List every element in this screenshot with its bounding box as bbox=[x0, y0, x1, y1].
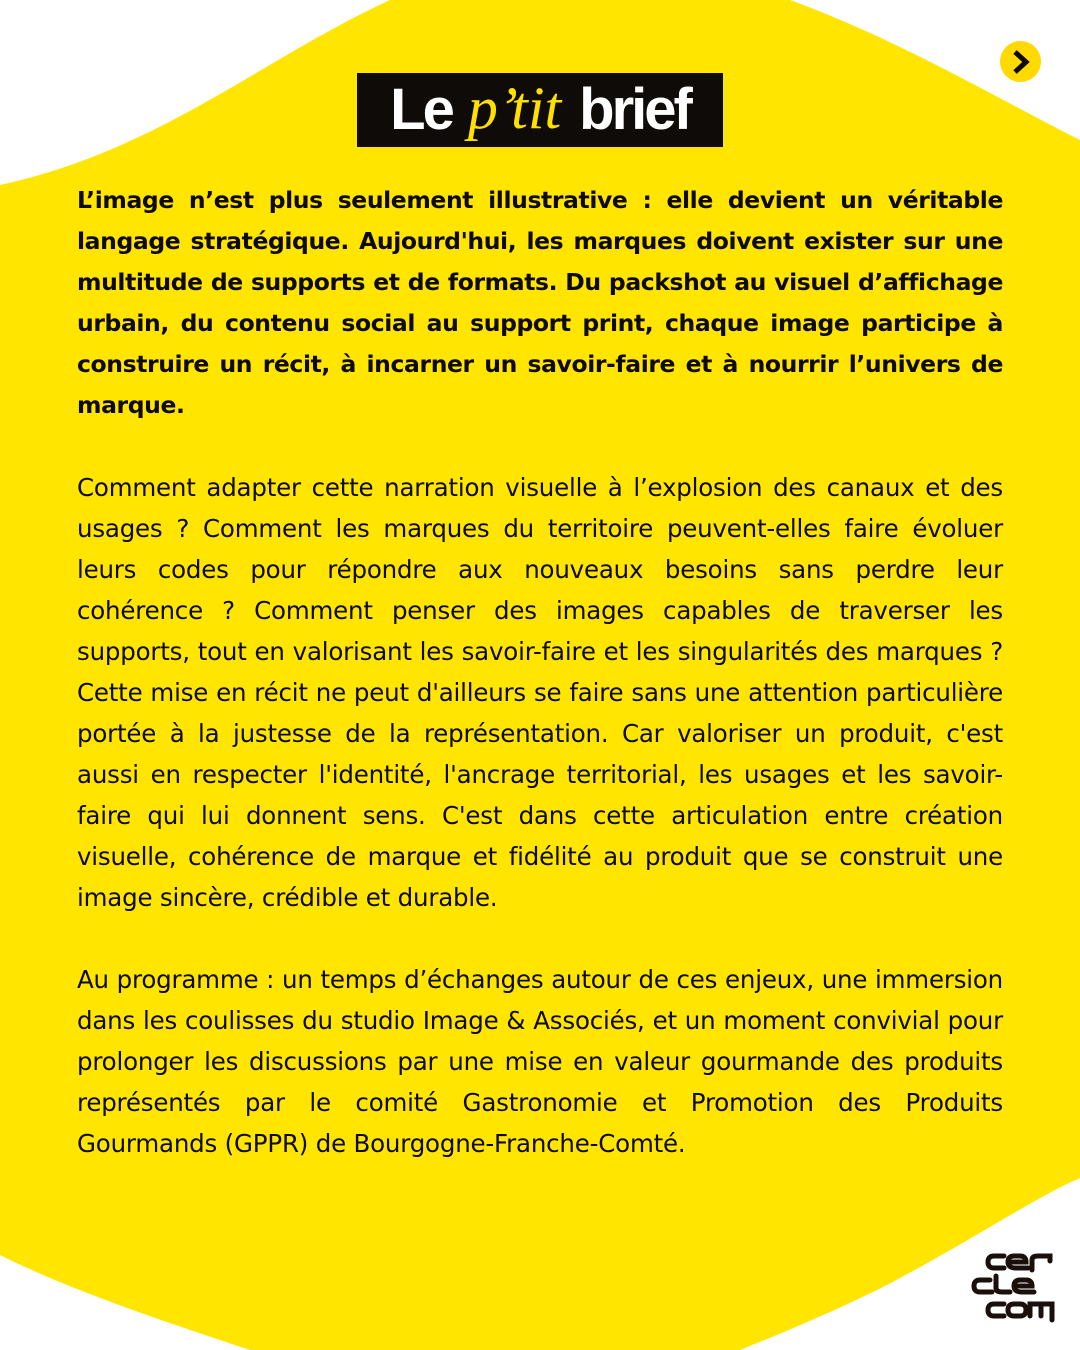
questions-paragraph: Comment adapter cette narration visuelle à l’explosion des canaux et des usages ? Comment les marques du territoire peuvent-elles faire évoluer leurs codes pour répondre aux nouveaux besoins sans perdre leur cohérence ? Comment penser des images capables de traverser les supports, tout en valorisant les savoir-faire et les singularités des marques ? Cette mise en récit ne peut d'ailleurs se faire sans une attention particulière portée à la justesse de la représentation. Car valoriser un produit, c'est aussi en respecter l'identité, l'ancrage territorial, les usages et les savoir-faire qui lui donnent sens. C'est dans cette articulation entre création visuelle, cohérence de marque et fidélité au produit que se construit une image sincère, crédible et durable. bbox=[77, 473, 1003, 912]
page-title bbox=[357, 73, 723, 147]
brief-content bbox=[77, 180, 1003, 1164]
title-brief: brief bbox=[579, 77, 690, 142]
title-ptit: p’tit bbox=[467, 75, 562, 141]
title-le: Le bbox=[390, 77, 452, 142]
program-paragraph: Au programme : un temps d’échanges autour de ces enjeux, une immersion dans les coulisses du studio Image & Associés, et un moment convivial pour prolonger les discussions par une mise en valeur gourmande des produits représentés par le comité Gastronomie et Promotion des Produits Gourmands (GPPR) de Bourgogne-Franche-Comté. bbox=[77, 965, 1003, 1158]
next-button[interactable] bbox=[1000, 41, 1041, 82]
intro-paragraph: L’image n’est plus seulement illustrative : elle devient un véritable langage stratégique. Aujourd'hui, les marques doivent exister sur une multitude de supports et de formats. Du packshot au visuel d’affichage urbain, du contenu social au support print, chaque image participe à construire un récit, à incarner un savoir-faire et à nourrir l’univers de marque. bbox=[77, 186, 1003, 419]
chevron-right-icon bbox=[1010, 49, 1032, 75]
cerclecom-logo bbox=[970, 1248, 1058, 1328]
